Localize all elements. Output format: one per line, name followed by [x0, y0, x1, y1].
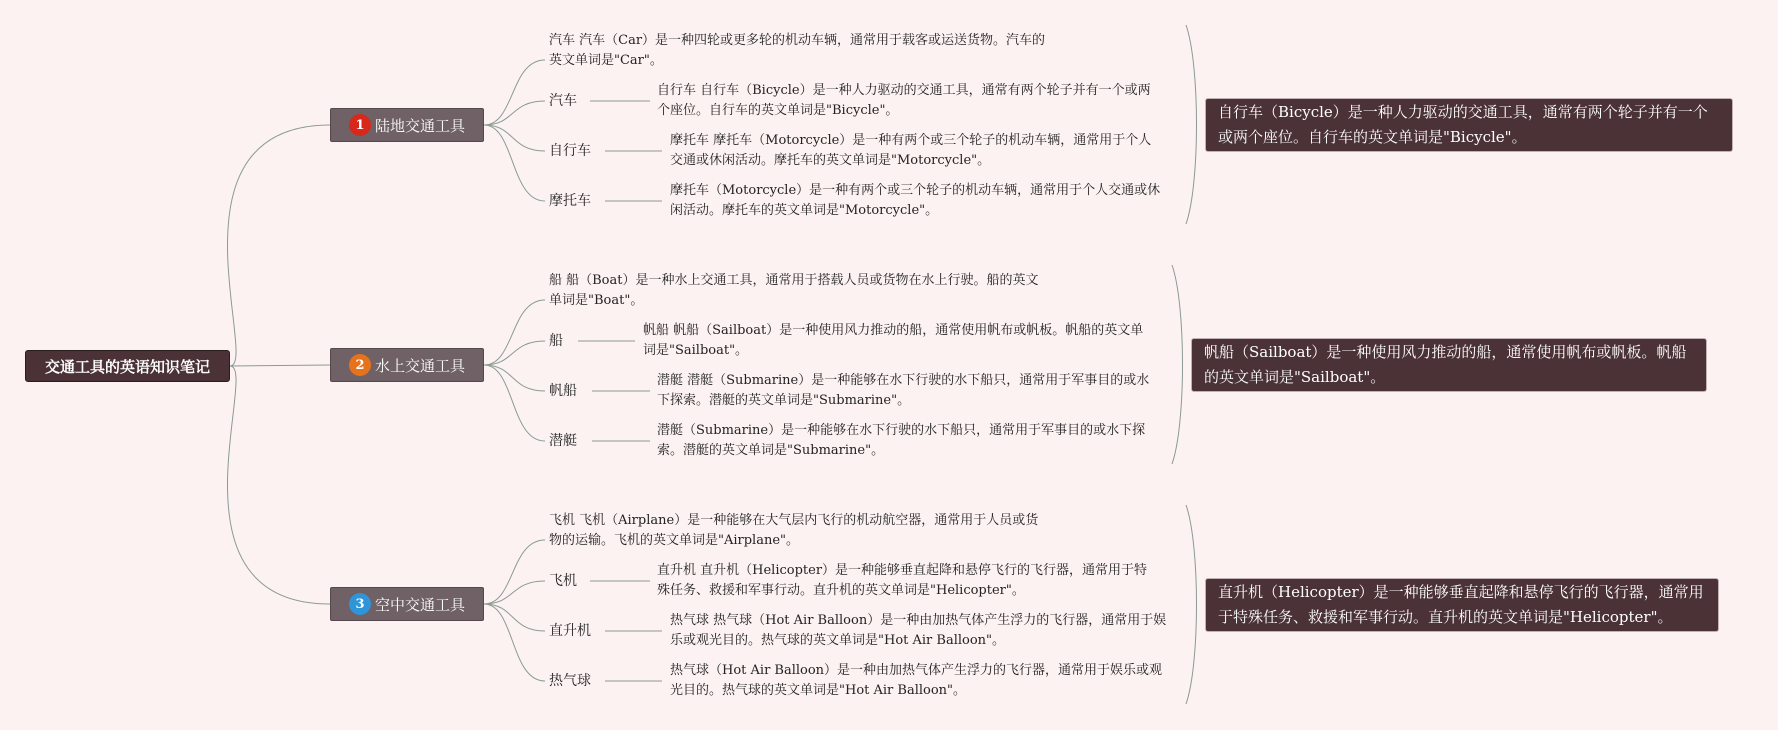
summary-text: 帆船（Sailboat）是一种使用风力推动的船，通常使用帆布或帆板。帆船的英文单词是"Sailboat"。	[1204, 343, 1687, 386]
item-text[interactable]: 自行车 自行车（Bicycle）是一种人力驱动的交通工具，通常有两个轮子并有一个或两个座位。自行车的英文单词是"Bicycle"。	[657, 83, 1151, 118]
summary-text: 直升机（Helicopter）是一种能够垂直起降和悬停飞行的飞行器，通常用于特殊任务、救援和军事行动。直升机的英文单词是"Helicopter"。	[1218, 583, 1704, 626]
summary-text: 自行车（Bicycle）是一种人力驱动的交通工具，通常有两个轮子并有一个或两个座位。自行车的英文单词是"Bicycle"。	[1218, 103, 1708, 146]
item-text[interactable]: 热气球 热气球（Hot Air Balloon）是一种由加热气体产生浮力的飞行器，通常用于娱乐或观光目的。热气球的英文单词是"Hot Air Balloon"。	[670, 613, 1167, 648]
item-label[interactable]: 摩托车	[549, 193, 591, 209]
branch-intro-link	[484, 540, 545, 604]
item-text[interactable]: 潜艇（Submarine）是一种能够在水下行驶的水下船只，通常用于军事目的或水下探索。潜艇的英文单词是"Submarine"。	[657, 423, 1146, 458]
number-badge-icon: 3	[349, 593, 371, 615]
branch-item-link	[484, 125, 545, 201]
item-text[interactable]: 潜艇 潜艇（Submarine）是一种能够在水下行驶的水下船只，通常用于军事目的或水下探索。潜艇的英文单词是"Submarine"。	[657, 373, 1150, 408]
item-label[interactable]: 潜艇	[549, 433, 577, 449]
number-badge-icon: 2	[349, 354, 371, 376]
branch-item-link	[484, 125, 545, 151]
item-text[interactable]: 摩托车（Motorcycle）是一种有两个或三个轮子的机动车辆，通常用于个人交通或休闲活动。摩托车的英文单词是"Motorcycle"。	[670, 183, 1161, 218]
item-text[interactable]: 摩托车 摩托车（Motorcycle）是一种有两个或三个轮子的机动车辆，通常用于个人交通或休闲活动。摩托车的英文单词是"Motorcycle"。	[670, 133, 1152, 168]
item-text[interactable]: 帆船 帆船（Sailboat）是一种使用风力推动的船，通常使用帆布或帆板。帆船的英文单词是"Sailboat"。	[643, 323, 1144, 358]
summary-brace	[1186, 505, 1197, 704]
number-badge-icon: 1	[349, 114, 371, 136]
branch-item-link	[484, 365, 545, 391]
summary-note[interactable]	[1191, 338, 1707, 392]
item-label[interactable]: 汽车	[549, 93, 577, 109]
item-text[interactable]: 热气球（Hot Air Balloon）是一种由加热气体产生浮力的飞行器，通常用于娱乐或观光目的。热气球的英文单词是"Hot Air Balloon"。	[670, 663, 1163, 698]
item-label[interactable]: 帆船	[549, 383, 577, 399]
branch-intro-text[interactable]: 飞机 飞机（Airplane）是一种能够在大气层内飞行的机动航空器，通常用于人员或货物的运输。飞机的英文单词是"Airplane"。	[549, 513, 1039, 548]
branch-intro-text[interactable]: 汽车 汽车（Car）是一种四轮或更多轮的机动车辆，通常用于载客或运送货物。汽车的英文单词是"Car"。	[549, 33, 1046, 68]
branch-label: 空中交通工具	[374, 595, 465, 614]
summary-brace	[1186, 25, 1197, 224]
item-label[interactable]: 飞机	[549, 573, 577, 589]
branch-item-link	[484, 365, 545, 441]
root-branch-link	[228, 125, 331, 366]
branch-item-link	[484, 101, 545, 125]
item-label[interactable]: 热气球	[549, 673, 591, 689]
summary-note[interactable]	[1205, 578, 1719, 632]
branch-item-link	[484, 604, 545, 681]
item-label[interactable]: 直升机	[549, 623, 591, 639]
branch-item-link	[484, 341, 545, 365]
root-topic-label: 交通工具的英语知识笔记	[44, 357, 210, 376]
summary-note[interactable]	[1205, 98, 1733, 152]
branch-water-transport[interactable]	[330, 348, 484, 382]
branch-item-link	[484, 604, 545, 631]
branch-intro-text[interactable]: 船 船（Boat）是一种水上交通工具，通常用于搭载人员或货物在水上行驶。船的英文单词是"Boat"。	[549, 273, 1039, 308]
branch-intro-link	[484, 300, 545, 365]
summary-brace	[1172, 265, 1183, 464]
branch-land-transport[interactable]	[330, 108, 484, 142]
branch-intro-link	[484, 60, 545, 125]
branch-label: 水上交通工具	[374, 356, 465, 375]
root-topic[interactable]	[25, 350, 230, 382]
root-branch-link	[230, 365, 330, 366]
item-label[interactable]: 自行车	[549, 143, 591, 159]
branch-air-transport[interactable]	[330, 587, 484, 621]
item-text[interactable]: 直升机 直升机（Helicopter）是一种能够垂直起降和悬停飞行的飞行器，通常用于特殊任务、救援和军事行动。直升机的英文单词是"Helicopter"。	[657, 563, 1148, 598]
branch-item-link	[484, 581, 545, 604]
branch-label: 陆地交通工具	[374, 116, 465, 135]
root-branch-link	[228, 366, 331, 604]
item-label[interactable]: 船	[549, 333, 563, 349]
